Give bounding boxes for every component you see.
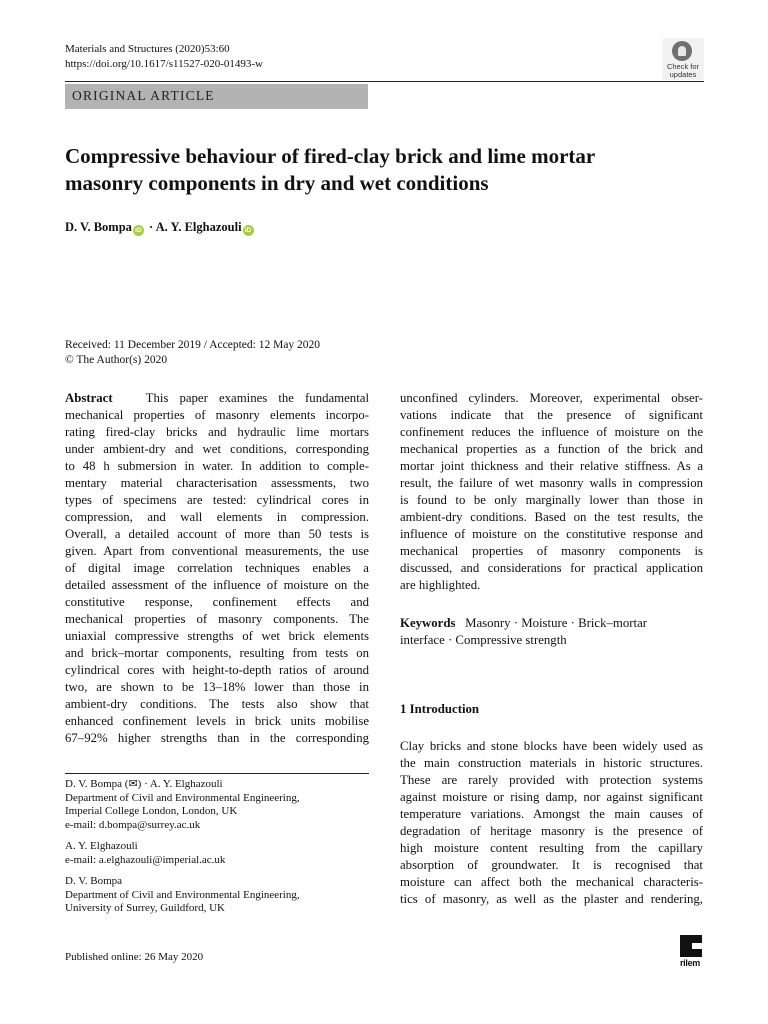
footnote-rule	[65, 773, 369, 774]
abstract-line: vations indicate that the presence of significant	[400, 408, 703, 422]
affiliation-line: Imperial College London, London, UK	[65, 805, 238, 817]
intro-line: degradation of heritage masonry is the presence of	[400, 824, 703, 838]
received-accepted-dates: Received: 11 December 2019 / Accepted: 12 May 2020	[65, 339, 321, 351]
abstract-line: detailed assessment of the influence of moisture on the	[65, 578, 369, 592]
copyright-notice: © The Author(s) 2020	[65, 354, 168, 366]
affiliation-line: University of Surrey, Guildford, UK	[65, 902, 225, 914]
abstract-line: result, the failure of wet masonry walls in compression	[400, 476, 703, 490]
check-for-updates-badge[interactable]	[662, 38, 704, 80]
abstract-line: mechanical properties as a function of the brick and	[400, 442, 703, 456]
abstract-line: and brick–mortar components, resulting from tests on	[65, 646, 369, 660]
abstract-line: given. Apart from conventional measurements, the use	[65, 544, 369, 558]
intro-line: high moisture content resulting from the capillary	[400, 841, 703, 855]
journal-citation: Materials and Structures (2020)53:60	[65, 43, 230, 55]
abstract-line: mechanical properties of masonry elements incorpo-	[65, 408, 369, 422]
keywords-line: interface · Compressive strength	[400, 633, 567, 647]
rilem-logo-text: rilem	[679, 958, 700, 968]
intro-line: Clay bricks and stone blocks have been widely used as	[400, 739, 703, 753]
author-name[interactable]: A. Y. Elghazouli	[155, 220, 242, 234]
title-line-2: masonry components in dry and wet conditions	[65, 171, 489, 195]
published-online-date: Published online: 26 May 2020	[65, 951, 204, 963]
abstract-line: mortar joint thickness and their relative stiffness. As a	[400, 459, 703, 473]
abstract-line: ambient-dry conditions. Based on the test results, the	[400, 510, 703, 524]
orcid-icon[interactable]: iD	[133, 225, 144, 236]
abstract-line: ambient-dry conditions. The tests also show that	[65, 697, 369, 711]
email-link[interactable]: e-mail: a.elghazouli@imperial.ac.uk	[65, 853, 226, 866]
abstract-line: enhanced confinement levels in brick units mobilise	[65, 714, 369, 728]
abstract-line: rating fired-clay bricks and hydraulic lime mortars	[65, 425, 369, 439]
abstract-line: uniaxial compressive strengths of wet brick elements	[65, 629, 369, 643]
affiliation-line: Department of Civil and Environmental Engineering,	[65, 791, 300, 804]
abstract-line: types of specimens are tested: cylindrical cores in	[65, 493, 369, 507]
abstract-left-column	[65, 390, 369, 747]
abstract-line: Overall, a detailed account of more than 50 tests is	[65, 527, 369, 541]
intro-line: moisture can affect both the mechanical characteris-	[400, 875, 703, 889]
affiliation-block	[65, 778, 369, 832]
intro-line: the main construction materials in historic structures.	[400, 756, 703, 770]
section-heading-introduction: 1 Introduction	[400, 702, 480, 716]
author-name[interactable]: D. V. Bompa	[65, 220, 132, 234]
doi-link[interactable]: https://doi.org/10.1617/s11527-020-01493-w	[65, 58, 263, 70]
abstract-line: two, are shown to be 13–18% lower than those in	[65, 680, 369, 694]
orcid-icon[interactable]: iD	[243, 225, 254, 236]
abstract-line: cylindrical cores with height-to-depth ratios of around	[65, 663, 369, 677]
introduction-text	[400, 738, 703, 908]
affiliation-line: D. V. Bompa	[65, 875, 123, 887]
affiliation-line: A. Y. Elghazouli	[65, 840, 138, 852]
abstract-line: confinement reduces the influence of moisture on the	[400, 425, 703, 439]
intro-line: temperature variations. Amongst the main causes of	[400, 807, 703, 821]
title-line-1: Compressive behaviour of fired-clay brick and lime mortar	[65, 144, 596, 168]
article-dates	[65, 338, 320, 368]
abstract-line: is found to be only marginally lower than those in	[400, 493, 703, 507]
author-affiliations	[65, 778, 369, 924]
author-list	[65, 218, 256, 236]
abstract-line: unconfined cylinders. Moreover, experimental obser-	[400, 391, 703, 405]
abstract-right-column	[400, 390, 703, 594]
abstract-line: mechanical properties of masonry components. The	[65, 612, 369, 626]
keywords-block	[400, 615, 703, 649]
abstract-line: of digital image correlation techniques enables a	[65, 561, 369, 575]
paper-title	[65, 143, 705, 197]
abstract-line: are highlighted.	[400, 578, 481, 592]
crossmark-icon	[672, 41, 692, 61]
affiliation-block	[65, 875, 369, 916]
affiliation-block	[65, 840, 369, 867]
author-separator: ·	[145, 220, 156, 234]
abstract-heading: Abstract	[65, 391, 113, 405]
keywords-line: Masonry · Moisture · Brick–mortar	[465, 616, 648, 630]
affiliation-line: Department of Civil and Environmental Engineering,	[65, 888, 300, 901]
affiliation-line: D. V. Bompa (✉) · A. Y. Elghazouli	[65, 778, 223, 790]
abstract-line: 67–92% higher strengths than in the corresponding	[65, 731, 369, 745]
rilem-logo	[676, 935, 704, 969]
header-rule	[65, 81, 704, 82]
crossmark-label-2: updates	[669, 70, 697, 79]
abstract-line: This paper examines the fundamental	[145, 391, 370, 405]
rilem-logo-mark	[680, 935, 702, 957]
abstract-line: constitutive response, confinement effects and	[65, 595, 369, 609]
keywords-heading: Keywords	[400, 616, 456, 630]
intro-line: These are rarely provided with protection systems	[400, 773, 703, 787]
article-type-banner	[65, 84, 368, 109]
intro-line: tics of masonry, as well as the plaster and rendering,	[400, 892, 703, 906]
abstract-line: to 48 h submersion in water. In addition to comple-	[65, 459, 369, 473]
abstract-line: discussed, and considerations for practical application	[400, 561, 703, 575]
article-type-label: ORIGINAL ARTICLE	[72, 88, 215, 103]
abstract-line: mentary material characterisation assessments, two	[65, 476, 369, 490]
intro-line: against moisture or rising damp, nor against significant	[400, 790, 703, 804]
abstract-line: mechanical properties of masonry components is	[400, 544, 703, 558]
abstract-line: under ambient-dry and wet conditions, corresponding	[65, 442, 369, 456]
email-link[interactable]: e-mail: d.bompa@surrey.ac.uk	[65, 818, 201, 831]
abstract-line: influence of moisture on the constitutive response and	[400, 527, 703, 541]
intro-line: absorption of groundwater. It is recognised that	[400, 858, 703, 872]
crossmark-label-1: Check for	[666, 62, 700, 71]
abstract-line: compression, and wall elements in compression.	[65, 510, 369, 524]
